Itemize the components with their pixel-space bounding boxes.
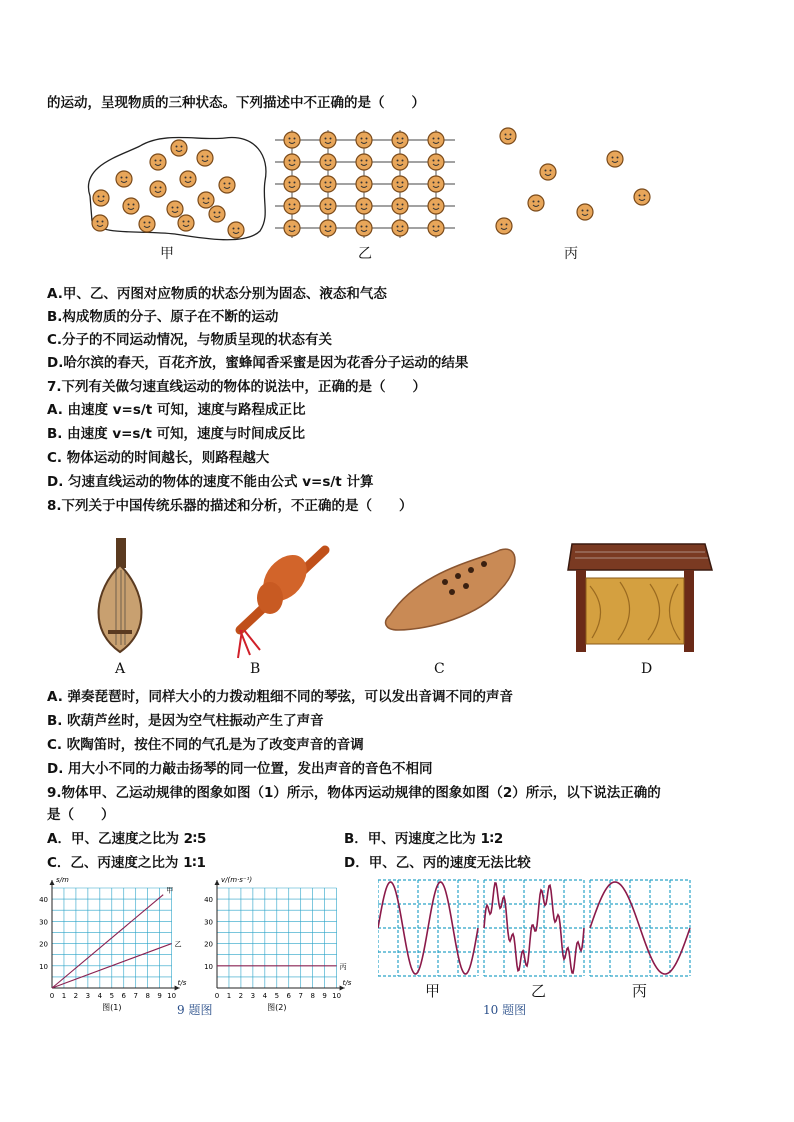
- q8-instruments: [80, 530, 720, 662]
- q8-label-d: D: [641, 661, 653, 677]
- series-line: [52, 895, 163, 988]
- x-tick-label: 9: [322, 992, 327, 1000]
- q7-option-c: C. 物体运动的时间越长，则路程越大: [47, 450, 270, 466]
- q7-stem: 7.下列有关做匀速直线运动的物体的说法中，正确的是（ ）: [47, 379, 427, 395]
- y-axis-label: s/m: [56, 876, 69, 884]
- hulusi-image: [238, 547, 325, 658]
- wave-label-bing: 丙: [632, 982, 648, 1000]
- q7-option-d: D. 匀速直线运动的物体的速度不能由公式 v=s/t 计算: [47, 474, 374, 490]
- y-tick-label: 30: [204, 918, 213, 927]
- gas-molecules: [496, 128, 650, 234]
- q6-option-a: A.甲、乙、丙图对应物质的状态分别为固态、液态和气态: [47, 286, 387, 302]
- series-label: 甲: [166, 886, 174, 895]
- x-tick-label: 8: [145, 992, 150, 1000]
- pipa-image: [99, 538, 142, 652]
- y-tick-label: 20: [204, 940, 213, 949]
- fig10-caption: 10 题图: [483, 1003, 527, 1017]
- y-tick-label: 40: [204, 896, 213, 905]
- q8-option-b: B. 吹葫芦丝时，是因为空气柱振动产生了声音: [47, 713, 324, 729]
- x-tick-label: 1: [226, 992, 232, 1000]
- q6-label-jia: 甲: [160, 246, 174, 262]
- x-tick-label: 3: [85, 992, 91, 1000]
- q8-label-c: C: [434, 661, 445, 677]
- y-axis-label: v/(m·s⁻¹): [221, 876, 253, 884]
- x-tick-label: 5: [109, 992, 115, 1000]
- x-tick-label: 9: [157, 992, 162, 1000]
- graph-1: [30, 873, 200, 1013]
- y-tick-label: 20: [39, 940, 48, 949]
- x-tick-label: 2: [238, 992, 244, 1000]
- x-tick-label: 2: [73, 992, 79, 1000]
- graph-caption: 图(2): [267, 1003, 287, 1012]
- x-tick-label: 4: [97, 992, 103, 1000]
- q8-option-c: C. 吹陶笛时，按住不同的气孔是为了改变声音的音调: [47, 737, 364, 753]
- x-tick-label: 10: [332, 992, 342, 1000]
- q9-option-c: C．乙、丙速度之比为 1∶1: [47, 855, 206, 871]
- series-label: 丙: [339, 962, 347, 971]
- graph-2: [195, 873, 365, 1013]
- x-tick-label: 6: [121, 992, 126, 1000]
- x-tick-label: 5: [274, 992, 280, 1000]
- y-axis-arrow: [50, 880, 55, 885]
- x-tick-label: 7: [298, 992, 303, 1000]
- x-tick-label: 6: [286, 992, 291, 1000]
- q9-stem-line1: 9.物体甲、乙运动规律的图象如图（1）所示，物体丙运动规律的图象如图（2）所示，以下说法正确的: [47, 785, 661, 801]
- x-tick-label: 1: [61, 992, 67, 1000]
- yangqin-image: [568, 544, 712, 652]
- wave-label-yi: 乙: [531, 982, 547, 1000]
- y-tick-label: 40: [39, 896, 48, 905]
- q9-stem-line2: 是（ ）: [47, 807, 115, 823]
- y-axis-arrow: [215, 880, 220, 885]
- x-tick-label: 10: [167, 992, 177, 1000]
- x-axis-label: t/s: [177, 979, 187, 987]
- q6-option-b: B.构成物质的分子、原子在不断的运动: [47, 309, 279, 325]
- x-tick-label: 7: [133, 992, 138, 1000]
- x-axis-label: t/s: [342, 979, 352, 987]
- wave-label-jia: 甲: [425, 982, 441, 1000]
- q6-label-yi: 乙: [358, 246, 372, 262]
- q9-option-b: B．甲、丙速度之比为 1∶2: [344, 831, 504, 847]
- q8-stem: 8.下列关于中国传统乐器的描述和分析，不正确的是（ ）: [47, 498, 413, 514]
- x-tick-label: 0: [49, 992, 55, 1000]
- y-tick-label: 30: [39, 918, 48, 927]
- q8-label-a: A: [115, 661, 126, 677]
- q9-option-d: D．甲、乙、丙的速度无法比较: [344, 855, 531, 871]
- q8-option-a: A. 弹奏琵琶时，同样大小的力拨动粗细不同的琴弦，可以发出音调不同的声音: [47, 689, 514, 705]
- series-label: 乙: [174, 940, 182, 949]
- x-tick-label: 0: [214, 992, 220, 1000]
- y-tick-label: 10: [39, 962, 48, 971]
- q7-option-a: A. 由速度 v=s/t 可知，速度与路程成正比: [47, 402, 306, 418]
- q8-option-d: D. 用大小不同的力敲击扬琴的同一位置，发出声音的音色不相同: [47, 761, 433, 777]
- q6-option-c: C.分子的不同运动情况，与物质呈现的状态有关: [47, 332, 333, 348]
- q8-label-b: B: [250, 661, 261, 677]
- q6-stem: 的运动，呈现物质的三种状态。下列描述中不正确的是（ ）: [47, 95, 425, 111]
- graph-caption: 图(1): [102, 1003, 122, 1012]
- q9-option-a: A．甲、乙速度之比为 2∶5: [47, 831, 207, 847]
- q7-option-b: B. 由速度 v=s/t 可知，速度与时间成反比: [47, 426, 306, 442]
- liquid-molecules: [92, 140, 244, 238]
- y-tick-label: 10: [204, 962, 213, 971]
- x-tick-label: 4: [262, 992, 268, 1000]
- x-tick-label: 8: [310, 992, 315, 1000]
- fig9-caption: 9 题图: [177, 1003, 213, 1017]
- x-tick-label: 3: [250, 992, 256, 1000]
- q6-label-bing: 丙: [564, 246, 578, 262]
- ocarina-image: [386, 549, 515, 630]
- q6-option-d: D.哈尔滨的春天，百花齐放，蜜蜂闻香采蜜是因为花香分子运动的结果: [47, 355, 469, 371]
